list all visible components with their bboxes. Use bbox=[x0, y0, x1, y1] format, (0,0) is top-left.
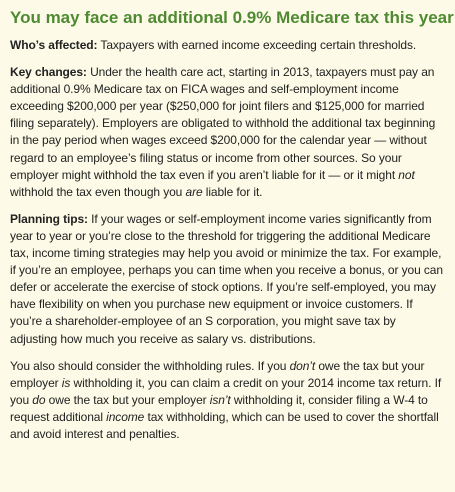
whos-affected-paragraph bbox=[10, 37, 443, 54]
withholding-text-4: owe the tax but your employer bbox=[45, 392, 210, 407]
planning-tips-label: Planning tips: bbox=[10, 211, 88, 226]
withholding-paragraph bbox=[10, 358, 443, 443]
withholding-em-is: is bbox=[61, 375, 71, 390]
key-changes-label: Key changes: bbox=[10, 65, 87, 80]
withholding-text-1: You also should consider the withholding rules. If you bbox=[10, 358, 290, 373]
key-changes-text-3: liable for it. bbox=[202, 184, 263, 199]
withholding-em-do: do bbox=[32, 392, 46, 407]
planning-tips-text: If your wages or self-employment income varies significantly from year to year or you’re close to the threshold for triggering the additional Medicare tax, income timing strategies may help you avoid or minimize the tax. For example, if you’re an employee, perhaps you can time when you receive a bonus, or you can defer or accelerate the exercise of stock options. If you’re self-employed, you may have flexibility on when you purchase new equipment or invoice customers. If you’re a shareholder-employee of an S corporation, you might save tax by adjusting how much you receive as salary vs. distributions. bbox=[10, 211, 443, 346]
withholding-text-6: tax withholding, which can be used to cover the shortfall and avoid interest and penalties. bbox=[10, 409, 439, 441]
key-changes-text-2: withhold the tax even though you bbox=[10, 184, 186, 199]
article-title: You may face an additional 0.9% Medicare tax this year bbox=[10, 8, 454, 27]
whos-affected-label: Who’s affected: bbox=[10, 38, 98, 52]
key-changes-em-are: are bbox=[185, 184, 203, 199]
planning-tips-paragraph bbox=[10, 211, 443, 348]
key-changes-paragraph bbox=[10, 64, 443, 201]
key-changes-em-not: not bbox=[398, 167, 415, 182]
withholding-em-dont: don’t bbox=[289, 358, 316, 373]
withholding-em-isnt: isn’t bbox=[209, 392, 231, 407]
key-changes-text-1: Under the health care act, starting in 2013, taxpayers must pay an additional 0.9% Medicare tax on FICA wages and self-employment income exceeding $200,000 per year ($250,000 for joint filers and $125,000 for married filing separately). Employers are obligated to withhold the additional tax beginning in the pay period when wages exceed $200,000 for the calendar year — without regard to an employee’s filing status or income from other sources. So your employer might withhold the tax even if you aren’t liable for it — or it might bbox=[10, 65, 436, 182]
withholding-text-3: withholding it, you can claim a credit on your 2014 income tax return. If you bbox=[10, 375, 442, 407]
withholding-text-2: owe the tax but your employer bbox=[10, 358, 425, 390]
withholding-text-5: withholding it, consider filing a W-4 to request additional bbox=[10, 392, 428, 424]
withholding-em-income: income bbox=[106, 409, 145, 424]
whos-affected-text: Taxpayers with earned income exceeding certain thresholds. bbox=[97, 38, 417, 52]
